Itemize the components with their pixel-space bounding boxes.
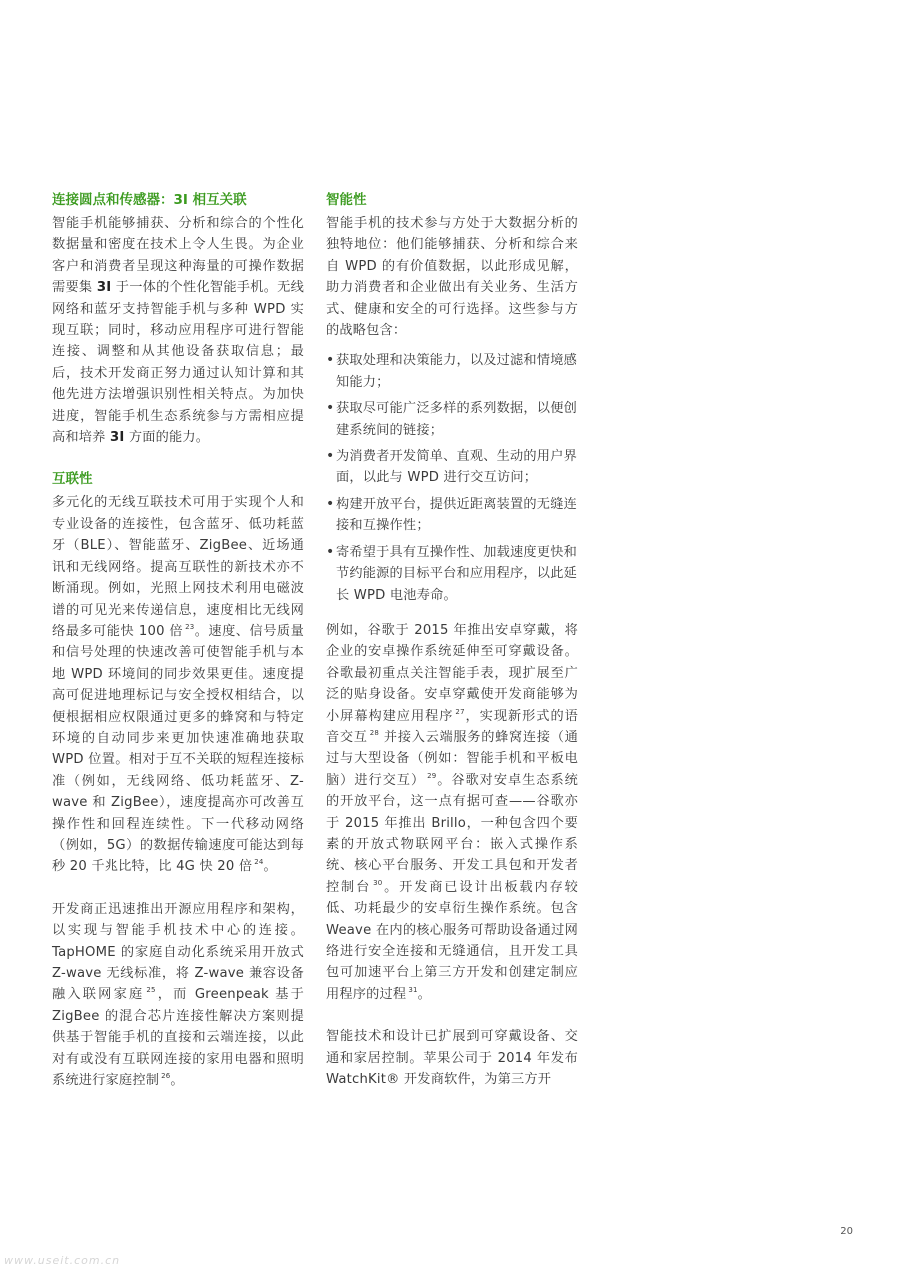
paragraph-android-wear: 例如，谷歌于 2015 年推出安卓穿戴，将企业的安卓操作系统延伸至可穿戴设备。谷歌最初重点关注智能手表，现扩展至广泛的贴身设备。安卓穿戴使开发商能够为小屏幕构建应用程序 $^{27}$，实现新形式的语音交互 $^{28}$ 并接入云端服务的蜂窝连接（通过与大型设备（例如：智能手机和平板电脑）进行交互） $^{29}$。谷歌对安卓生态系统的开放平台，这一点有据可查——谷歌亦于 2015 年推出 Brillo，一种包含四个要素的开放式物联网平台：嵌入式操作系统、核心平台服务、开发工具包和开发者控制台 $^{30}$。开发商已设计出板载内存较低、功耗最少的安卓衍生操作系统。包含 Weave 在内的核心服务可帮助设备通过网络进行安全连接和无缝通信，且开发工具包可加速平台上第三方开发和创建定制应用程序的过程 $^{31}$。	[326, 622, 578, 1002]
list-item: • 为消费者开发简单、直观、生动的用户界面，以此与 WPD 进行交互访问；	[326, 446, 578, 489]
paragraph-interconnectivity-2: 开发商正迅速推出开源应用程序和架构，以实现与智能手机技术中心的连接。TapHOME 的家庭自动化系统采用开放式 Z-wave 无线标准，将 Z-wave 兼容设备融入联网家庭 $^{25}$，而 Greenpeak 基于 ZigBee 的混合芯片连接性解决方案则提供基于智能手机的直接和云端连接，以此对有或没有互联网连接的家用电器和照明系统进行家庭控制 $^{26}$。	[52, 901, 304, 1089]
paragraph-3i-intro: 智能手机能够捕获、分析和综合的个性化数据量和密度在技术上令人生畏。为企业客户和消费者呈现这种海量的可操作数据需要集 3I 于一体的个性化智能手机。无线网络和蓝牙支持智能手机与多种 WPD 实现互联；同时，移动应用程序可进行智能连接、调整和从其他设备获取信息；最后，技术开发商正努力通过认知计算和其他先进方法增强识别性相关特点。为加快进度，智能手机生态系统参与方需相应提高和培养 3I 方面的能力。	[52, 216, 304, 446]
section-heading-interconnectivity: 互联性	[52, 471, 93, 488]
footnote-ref-30: 30	[373, 878, 383, 887]
footnote-ref-25: 25	[146, 986, 156, 995]
list-item: • 获取处理和决策能力，以及过滤和情境感知能力；	[326, 350, 578, 393]
footnote-ref-31: 31	[408, 985, 418, 994]
watermark: www.useit.com.cn	[4, 1254, 121, 1267]
paragraph-interconnectivity-1: 多元化的无线互联技术可用于实现个人和专业设备的连接性，包含蓝牙、低功耗蓝牙（BLE）、智能蓝牙、ZigBee、近场通讯和无线网络。提高互联性的新技术亦不断涌现。例如，光照上网技术利用电磁波谱的可见光来传递信息，速度相比无线网络最多可能快 100 倍 $^{23}$。速度、信号质量和信号处理的快速改善可使智能手机与本地 WPD 环境间的同步效果更佳。速度提高可促进地理标记与安全授权相结合，以便根据相应权限通过更多的蜂窝和与特定环境的自动同步来更加快速准确地获取 WPD 位置。相对于互不关联的短程连接标准（例如，无线网络、低功耗蓝牙、Z-wave 和 ZigBee），速度提高亦可改善互操作性和回程连续性。下一代移动网络（例如，5G）的数据传输速度可能达到每秒 20 千兆比特，比 4G 快 20 倍 $^{24}$。	[52, 495, 304, 875]
list-item: • 获取尽可能广泛多样的系列数据，以便创建系统间的链接；	[326, 398, 578, 441]
footnote-ref-29: 29	[427, 771, 437, 780]
strategy-bullet-list	[326, 350, 578, 605]
footnote-ref-26: 26	[161, 1072, 171, 1081]
list-item: • 寄希望于具有互操作性、加载速度更快和节约能源的目标平台和应用程序，以此延长 WPD 电池寿命。	[326, 542, 578, 606]
left-column	[52, 190, 304, 1091]
right-column	[326, 190, 578, 1090]
list-item: • 构建开放平台，提供近距离装置的无缝连接和互操作性；	[326, 494, 578, 537]
footnote-ref-27: 27	[455, 707, 465, 716]
paragraph-intelligence-intro: 智能手机的技术参与方处于大数据分析的独特地位：他们能够捕获、分析和综合来自 WPD 的有价值数据，以此形成见解，助力消费者和企业做出有关业务、生活方式、健康和安全的可行选择。这些参与方的战略包含：	[326, 216, 578, 339]
footnote-ref-28: 28	[369, 728, 380, 737]
page-number: 20	[840, 1226, 853, 1237]
section-heading-intelligence: 智能性	[326, 192, 367, 208]
paragraph-watchkit: 智能技术和设计已扩展到可穿戴设备、交通和家居控制。苹果公司于 2014 年发布 WatchKit® 开发商软件，为第三方开	[326, 1029, 578, 1088]
footnote-ref-24: 24	[254, 858, 264, 867]
section-heading-connectivity-3i: 连接圆点和传感器：3I 相互关联	[52, 192, 247, 208]
footnote-ref-23: 23	[185, 622, 195, 631]
